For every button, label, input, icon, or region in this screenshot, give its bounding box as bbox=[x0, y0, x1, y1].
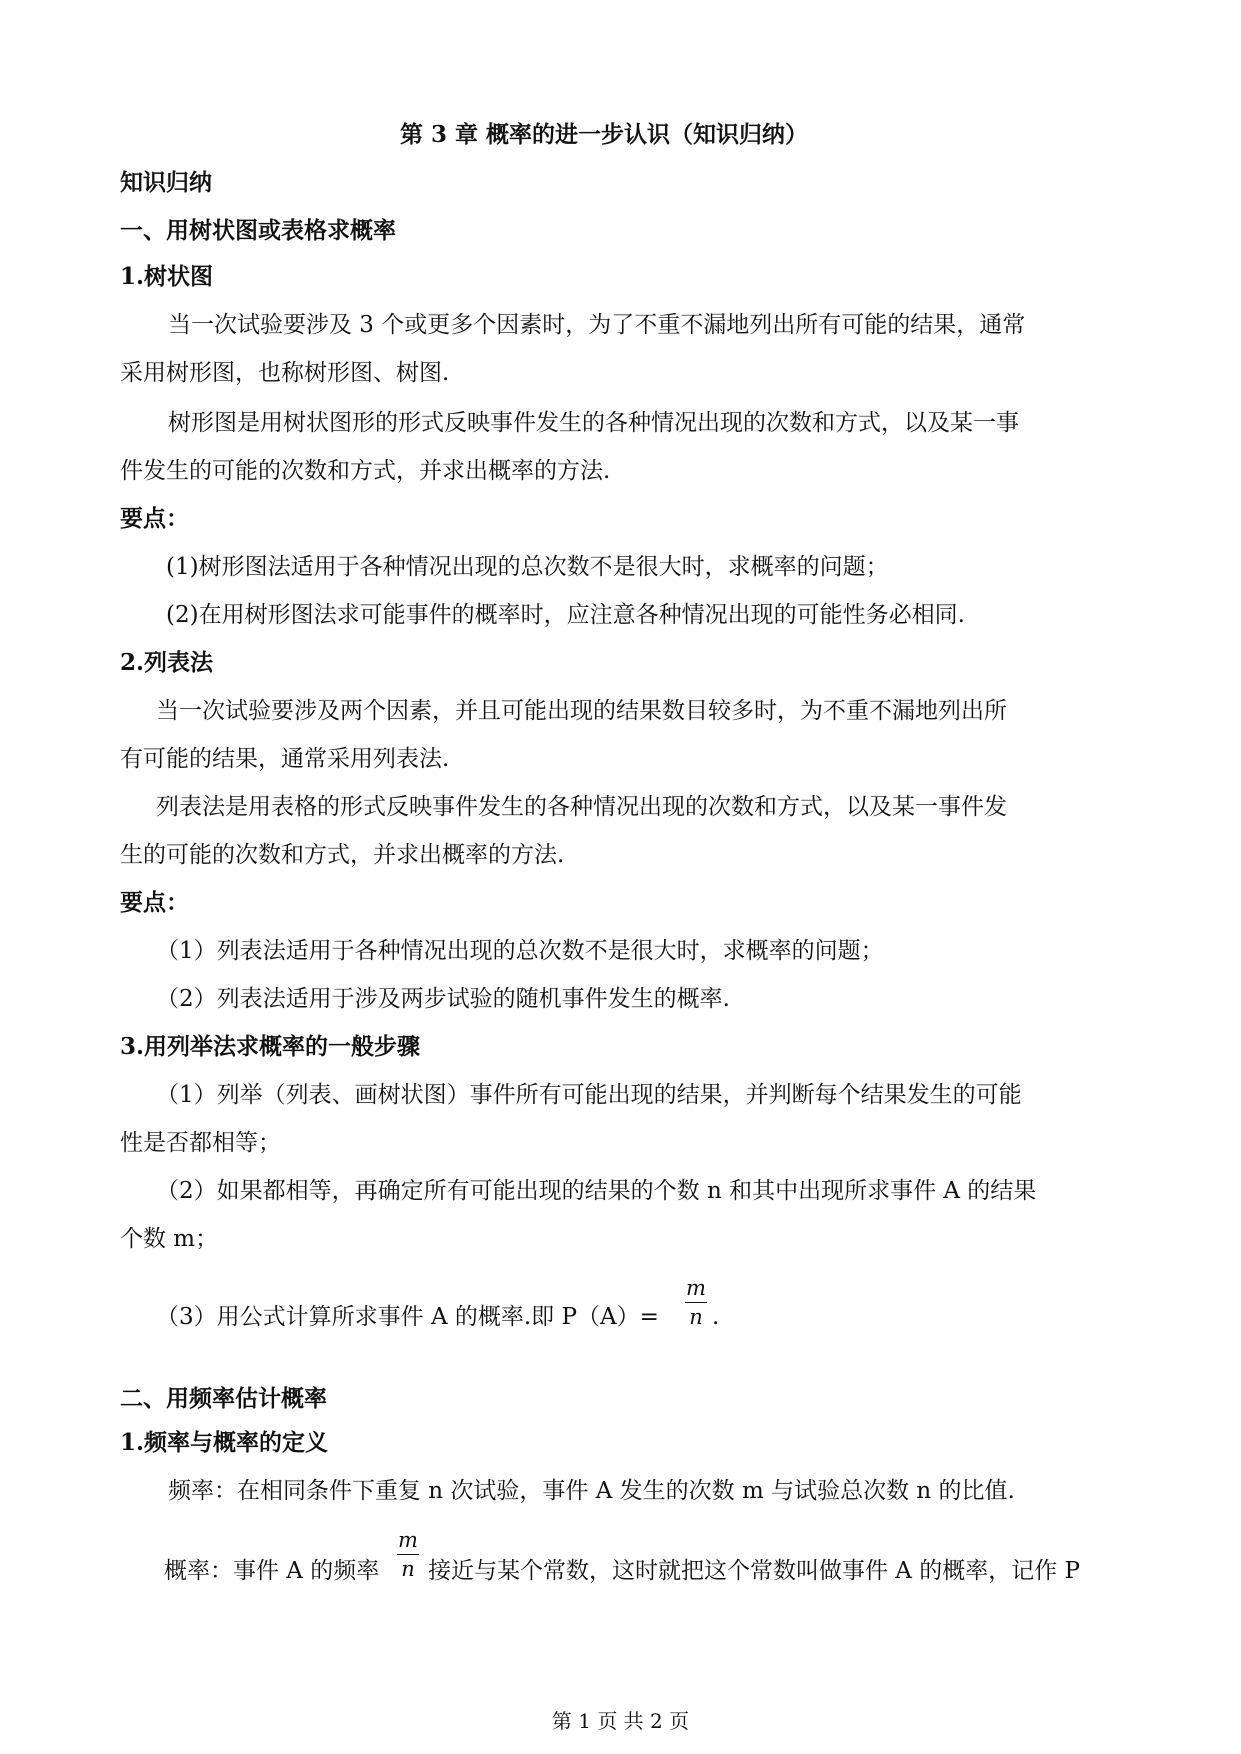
sub2-p2-line1: 列表法是用表格的形式反映事件发生的各种情况出现的次数和方式，以及某一事件发 bbox=[156, 794, 1007, 820]
sub3-step1-line1: （1）列举（列表、画树状图）事件所有可能出现的结果，并判断每个结果发生的可能 bbox=[156, 1082, 1022, 1108]
sub3-step2-line2: 个数 m； bbox=[120, 1226, 219, 1252]
fraction-bar bbox=[685, 1302, 707, 1303]
sub2-points-label: 要点： bbox=[120, 889, 189, 916]
sub3-step3-end: . bbox=[712, 1304, 720, 1330]
sub1-point1: (1)树形图法适用于各种情况出现的总次数不是很大时，求概率的问题； bbox=[166, 554, 889, 580]
sub3-heading: 3.用列举法求概率的一般步骤 bbox=[120, 1033, 421, 1060]
section2-heading: 二、用频率估计概率 bbox=[120, 1385, 327, 1412]
sub1-heading: 1.树状图 bbox=[120, 263, 214, 290]
sub1-p2-line2: 件发生的可能的次数和方式，并求出概率的方法. bbox=[120, 458, 611, 484]
sub1-p2-line1: 树形图是用树状图形的形式反映事件发生的各种情况出现的次数和方式，以及某一事 bbox=[168, 410, 1019, 436]
fraction-numerator: m bbox=[686, 1276, 706, 1300]
sub2-point2: （2）列表法适用于涉及两步试验的随机事件发生的概率. bbox=[156, 986, 730, 1012]
sub1-p1-line1: 当一次试验要涉及 3 个或更多个因素时，为了不重不漏地列出所有可能的结果，通常 bbox=[168, 312, 1026, 338]
probability-fraction bbox=[397, 1528, 419, 1581]
sub2-p1-line2: 有可能的结果，通常采用列表法. bbox=[120, 746, 450, 772]
probability-def-post: 接近与某个常数，这时就把这个常数叫做事件 A 的概率，记作 P bbox=[428, 1558, 1081, 1584]
formula-fraction bbox=[685, 1276, 707, 1329]
sub2-p2-line2: 生的可能的次数和方式，并求出概率的方法. bbox=[120, 842, 565, 868]
sub2-point1: （1）列表法适用于各种情况出现的总次数不是很大时，求概率的问题； bbox=[156, 938, 884, 964]
prob-fraction-bar bbox=[397, 1554, 419, 1555]
page-title: 第 3 章 概率的进一步认识（知识归纳） bbox=[400, 121, 809, 148]
frequency-definition: 频率：在相同条件下重复 n 次试验，事件 A 发生的次数 m 与试验总次数 n 的比值. bbox=[168, 1478, 1015, 1504]
sub3-step2-line1: （2）如果都相等，再确定所有可能出现的结果的个数 n 和其中出现所求事件 A 的结果 bbox=[156, 1178, 1037, 1204]
fraction-denominator: n bbox=[689, 1305, 703, 1329]
heading-knowledge: 知识归纳 bbox=[120, 169, 212, 196]
sub3-step3-text: （3）用公式计算所求事件 A 的概率.即 P（A）= bbox=[156, 1304, 659, 1330]
section2-sub1-heading: 1.频率与概率的定义 bbox=[120, 1429, 329, 1456]
sub2-p1-line1: 当一次试验要涉及两个因素，并且可能出现的结果数目较多时，为不重不漏地列出所 bbox=[156, 698, 1007, 724]
sub1-points-label: 要点： bbox=[120, 505, 189, 532]
probability-def-pre: 概率：事件 A 的频率 bbox=[164, 1558, 380, 1584]
sub1-p1-line2: 采用树形图，也称树形图、树图. bbox=[120, 360, 450, 386]
prob-fraction-numerator: m bbox=[398, 1528, 418, 1552]
sub1-point2: (2)在用树形图法求可能事件的概率时，应注意各种情况出现的可能性务必相同. bbox=[166, 602, 965, 628]
prob-fraction-denominator: n bbox=[401, 1557, 415, 1581]
section1-heading: 一、用树状图或表格求概率 bbox=[120, 217, 396, 244]
sub3-step1-line2: 性是否都相等； bbox=[120, 1130, 281, 1156]
page-footer: 第 1 页 共 2 页 bbox=[551, 1709, 690, 1733]
sub2-heading: 2.列表法 bbox=[120, 649, 214, 676]
